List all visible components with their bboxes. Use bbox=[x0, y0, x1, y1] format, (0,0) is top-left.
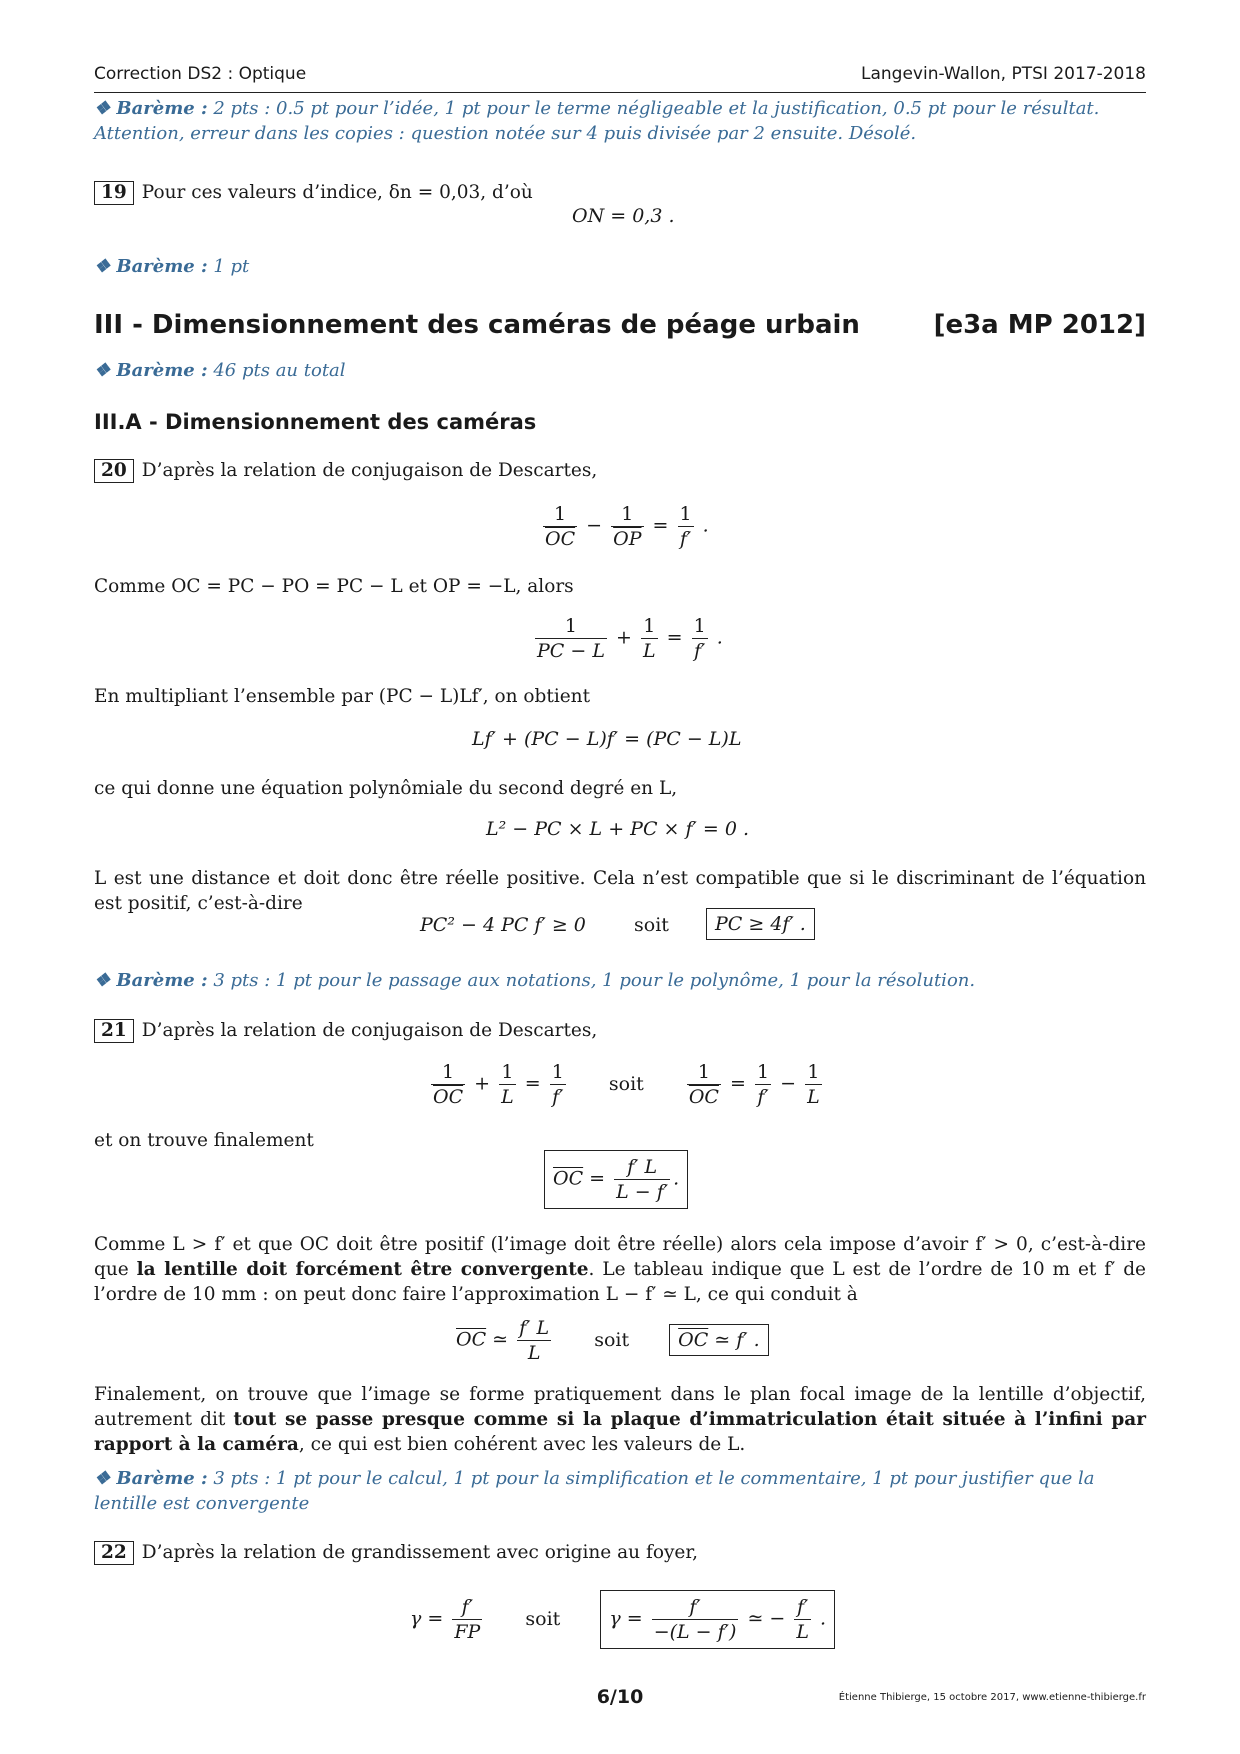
header-right: Langevin-Wallon, PTSI 2017-2018 bbox=[861, 64, 1146, 84]
bareme-block-3 bbox=[94, 358, 1146, 383]
question-text: D’après la relation de grandissement avec origine au foyer, bbox=[141, 1542, 699, 1563]
question-text: Pour ces valeurs d’indice, δn = 0,03, d’où bbox=[141, 182, 533, 203]
question-22 bbox=[94, 1540, 1146, 1565]
paragraph-infini bbox=[94, 1382, 1146, 1457]
question-number: 19 bbox=[94, 181, 134, 205]
final-intro: et on trouve finalement bbox=[94, 1130, 314, 1151]
bareme-label: ❖ Barème : bbox=[94, 1468, 208, 1489]
soit-word: soit bbox=[525, 1607, 561, 1630]
question-19 bbox=[94, 180, 1146, 205]
question-number: 22 bbox=[94, 1541, 134, 1565]
poly-intro: ce qui donne une équation polynômiale du second degré en L, bbox=[94, 778, 678, 799]
page-number: 6/10 bbox=[596, 1686, 644, 1708]
header-left: Correction DS2 : Optique bbox=[94, 64, 307, 84]
multiply-line: En multipliant l’ensemble par (PC − L)Lf′, on obtient bbox=[94, 686, 591, 707]
question-text: D’après la relation de conjugaison de Descartes, bbox=[141, 460, 598, 481]
equation-descartes-3: $\frac{1}{OC}$ + $\frac{1}{L}$ = $\frac{1}{f'}$ soit $\frac{1}{OC}$ = $\frac{1}{f'}$ − $\frac{1}{L}$ bbox=[433, 1061, 820, 1108]
equation-grandissement: γ = $\frac{f'}{FP}$ soit γ = $\frac{f'}{-(L - f')}$ ≃ − $\frac{f'}{L}$ . bbox=[410, 1590, 835, 1649]
soit-word: soit bbox=[608, 1072, 644, 1095]
result-box-oc: $\overline{OC}$ = $\frac{f' L}{L - f'}$ . bbox=[544, 1150, 688, 1209]
bareme-label: ❖ Barème : bbox=[94, 360, 208, 381]
equation-poly: L² − PC × L + PC × f′ = 0 . bbox=[486, 818, 750, 840]
subsection-title: III.A - Dimensionnement des caméras bbox=[94, 410, 537, 434]
paragraph-text: Finalement, on trouve que l’image se forme pratiquement dans le plan focal image de la lentille d’objectif, autrement dit bbox=[94, 1384, 1146, 1430]
paragraph-bold: la lentille doit forcément être convergente bbox=[136, 1259, 589, 1280]
equation-on: ON = 0,3 . bbox=[572, 205, 675, 227]
equation-descartes-1: $\frac{1}{OC}$ − $\frac{1}{OP}$ = $\frac{1}{f'}$ . bbox=[545, 503, 709, 550]
section-title bbox=[94, 310, 1146, 340]
equation-descartes-2: $\frac{1}{PC - L}$ + $\frac{1}{L}$ = $\frac{1}{f'}$ . bbox=[537, 615, 723, 662]
paragraph-bold: tout se passe presque comme si la plaque d’immatriculation était située à l’infini par rapport à la caméra bbox=[94, 1409, 1146, 1455]
bareme-label: ❖ Barème : bbox=[94, 98, 208, 119]
paragraph-convergente bbox=[94, 1232, 1146, 1307]
discriminant-text: L est une distance et doit donc être réelle positive. Cela n’est compatible que si le discriminant de l’équation est positif, c’est-à-dire bbox=[94, 868, 1146, 914]
question-text: D’après la relation de conjugaison de Descartes, bbox=[141, 1020, 598, 1041]
paragraph-text: , ce qui est bien cohérent avec les valeurs de L. bbox=[298, 1434, 746, 1455]
paragraph-text: Comme L > f′ et que OC doit être positif (l’image doit être réelle) alors cela impose d’avoir f′ > 0, c’est-à-dire que bbox=[94, 1234, 1146, 1280]
bareme-text: 3 pts : 1 pt pour le passage aux notations, 1 pour le polynôme, 1 pour la résolution. bbox=[213, 970, 976, 991]
bareme-label: ❖ Barème : bbox=[94, 256, 208, 277]
bareme-text: 1 pt bbox=[213, 256, 250, 277]
bareme-block-4 bbox=[94, 968, 1146, 993]
comme-line: Comme OC = PC − PO = PC − L et OP = −L, alors bbox=[94, 576, 574, 597]
page-header bbox=[94, 62, 1146, 93]
soit-word: soit bbox=[634, 914, 669, 936]
bareme-block-5 bbox=[94, 1466, 1146, 1516]
equation-approx: $\overline{OC}$ ≃ $\frac{f' L}{L}$ soit $\overline{OC}$ ≃ f′ . bbox=[456, 1316, 769, 1365]
section-title-text: III - Dimensionnement des caméras de péage urbain bbox=[94, 310, 860, 340]
bareme-text: 3 pts : 1 pt pour le calcul, 1 pt pour la simplification et le commentaire, 1 pt pour justifier que la lentille est convergente bbox=[94, 1468, 1095, 1514]
question-21 bbox=[94, 1018, 1146, 1043]
bareme-label: ❖ Barème : bbox=[94, 970, 208, 991]
bareme-text: 46 pts au total bbox=[213, 360, 346, 381]
question-number: 21 bbox=[94, 1019, 134, 1043]
result-box-pc bbox=[706, 908, 815, 940]
result-pc: PC ≥ 4f′ . bbox=[706, 908, 815, 940]
bareme-block-2 bbox=[94, 254, 1146, 279]
equation-linear: Lf′ + (PC − L)f′ = (PC − L)L bbox=[472, 728, 742, 750]
bareme-text: 2 pts : 0.5 pt pour l’idée, 1 pt pour le terme négligeable et la justification, 0.5 pt pour le résultat. Attention, erreur dans les copies : question notée sur 4 puis divisée par 2 ensuite. Désolé. bbox=[94, 98, 1100, 144]
question-20 bbox=[94, 458, 1146, 483]
bareme-block-1 bbox=[94, 96, 1146, 146]
paragraph-text: . Le tableau indique que L est de l’ordre de 10 m et f′ de l’ordre de 10 mm : on peut donc faire l’approximation L − f′ ≃ L, ce qui conduit à bbox=[94, 1259, 1146, 1305]
equation-discriminant: PC² − 4 PC f′ ≥ 0 bbox=[420, 914, 586, 936]
soit-word: soit bbox=[594, 1328, 630, 1351]
footer-credit: Étienne Thibierge, 15 octobre 2017, www.etienne-thibierge.fr bbox=[838, 1692, 1146, 1703]
question-number: 20 bbox=[94, 459, 134, 483]
section-source: [e3a MP 2012] bbox=[933, 310, 1146, 340]
